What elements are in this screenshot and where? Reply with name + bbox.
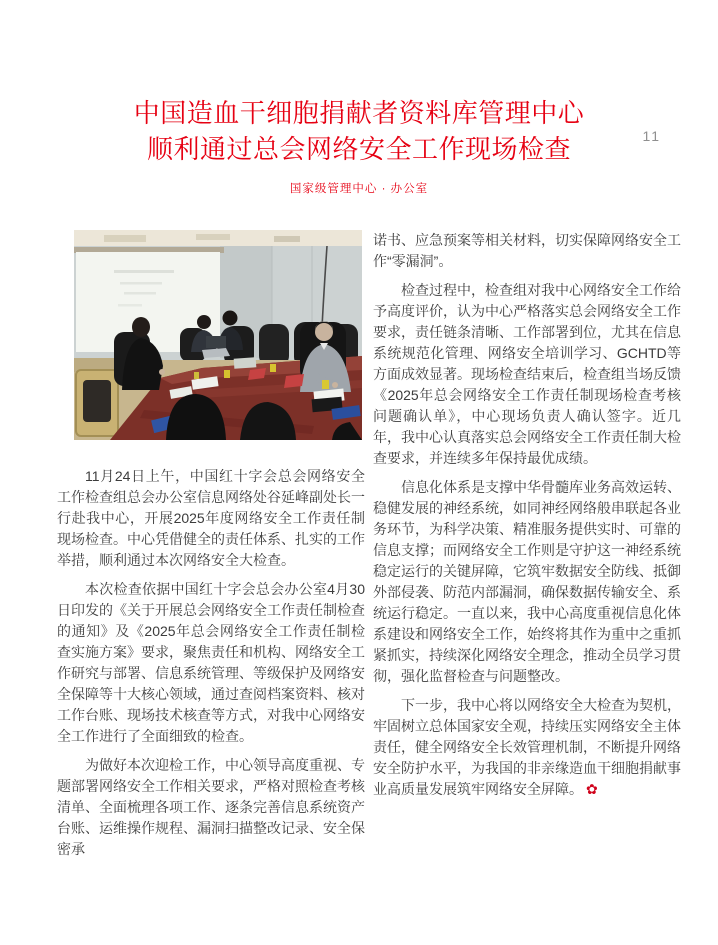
end-flower-icon: ✿ <box>586 781 598 797</box>
paragraph-6-text: 下一步，我中心将以网络安全大检查为契机，牢固树立总体国家安全观，持续压实网络安全主体责任，健全网络安全长效管理机制，不断提升网络安全防护水平，为我国的非亲缘造血干细胞捐献事业高质量发展筑牢网络安全屏障。 <box>373 697 681 797</box>
title-line-1: 中国造血干细胞捐献者资料库管理中心 <box>133 98 585 128</box>
article-byline: 国家级管理中心 · 办公室 <box>289 183 429 195</box>
article-title <box>40 95 678 167</box>
paragraph-6 <box>373 695 681 800</box>
paragraph-1: 11月24日上午，中国红十字会总会网络安全工作检查组总会办公室信息网络处谷延峰副处长一行赴我中心，开展2025年度网络安全工作责任制现场检查。中心凭借健全的责任体系、扎实的工作举措，顺利通过本次网络安全大检查。 <box>57 468 365 568</box>
title-line-2: 顺利通过总会网络安全工作现场检查 <box>146 134 571 164</box>
paragraph-3-continued: 诺书、应急预案等相关材料，切实保障网络安全工作“零漏洞”。 <box>373 232 681 269</box>
page-number: 11 <box>642 128 661 144</box>
paragraph-3: 为做好本次迎检工作，中心领导高度重视、专题部署网络安全工作相关要求，严格对照检查考核清单、全面梳理各项工作、逐条完善信息系统资产台账、运维操作规程、漏洞扫描整改记录、安全保密承 <box>57 757 365 857</box>
paragraph-5: 信息化体系是支撑中华骨髓库业务高效运转、稳健发展的神经系统，如同神经网络般串联起各业务环节，为科学决策、精准服务提供实时、可靠的信息支撑；而网络安全工作则是守护这一神经系统稳定运行的关键屏障，它筑牢数据安全防线、抵御外部侵袭、防范内部漏洞，确保数据传输安全、系统运行稳定。一直以来，我中心高度重视信息化体系建设和网络安全工作，始终将其作为重中之重抓紧抓实，持续深化网络安全理念，推动全员学习贯彻，强化监督检查与问题整改。 <box>373 479 681 684</box>
left-column <box>57 230 365 860</box>
right-column <box>373 230 681 860</box>
magazine-page <box>0 95 718 945</box>
article-columns <box>0 230 718 860</box>
paragraph-2: 本次检查依据中国红十字会总会办公室4月30日印发的《关于开展总会网络安全工作责任制检查的通知》及《2025年总会网络安全工作责任制检查实施方案》要求，聚焦责任和机构、网络安全工作研究与部署、信息系统管理、等级保护及网络安全保障等十大核心领域，通过查阅档案资料、核对工作台账、现场技术核查等方式，对我中心网络安全工作进行了全面细致的检查。 <box>57 581 365 744</box>
meeting-photo <box>74 230 362 440</box>
meeting-photo-illustration <box>74 230 362 440</box>
paragraph-4: 检查过程中，检查组对我中心网络安全工作给予高度评价，认为中心严格落实总会网络安全工作要求，责任链条清晰、工作部署到位，尤其在信息系统规范化管理、网络安全培训学习、GCHTD等方面成效显著。现场检查结束后，检查组当场反馈《2025年总会网络安全工作责任制现场检查考核问题确认单》，中心现场负责人确认签字。近几年，我中心认真落实总会网络安全工作责任制大检查要求，并连续多年保持最优成绩。 <box>373 282 681 466</box>
